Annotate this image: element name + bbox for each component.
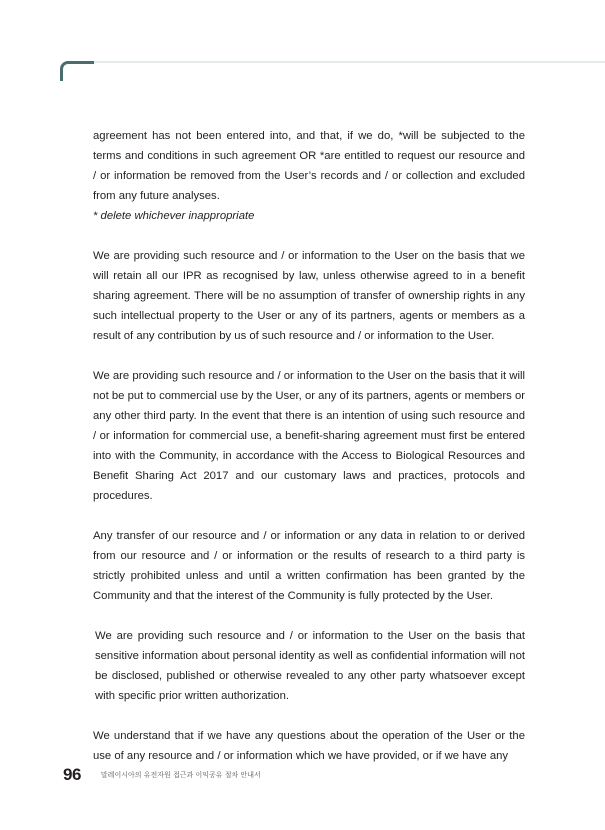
paragraph-third-party-transfer: Any transfer of our resource and / or information or any data in relation to or derived from our resource and / or information or the results of research to a third party is strictly prohibited unless and until a written confirmation has been granted by the Community and that the interest of the Community is fully protected by the User. (93, 530, 525, 602)
page-footer (63, 764, 261, 786)
delete-note: * delete whichever inappropriate (93, 210, 255, 222)
publication-title: 말레이시아의 유전자원 접근과 이익공유 절차 안내서 (100, 771, 261, 779)
document-body (93, 126, 525, 786)
page-number: 96 (63, 765, 81, 784)
paragraph-questions: We understand that if we have any questions about the operation of the User or the use of any resource and / or information which we have provided, or if we have any (93, 730, 525, 762)
header-rule (94, 61, 605, 63)
paragraph-confidentiality: We are providing such resource and / or information to the User on the basis that sensitive information about personal identity as well as confidential information will not be disclosed, published or otherwise revealed to any other party whatsoever except with specific prior written authorization. (95, 630, 525, 702)
paragraph-commercial-use: We are providing such resource and / or information to the User on the basis that it will not be put to commercial use by the User, or any of its partners, agents or members or any other third party. In the event that there is an intention of using such resource and / or information for commercial use, a benefit-sharing agreement must first be entered into with the Community, in accordance with the Access to Biological Resources and Benefit Sharing Act 2017 and our customary laws and practices, protocols and procedures. (93, 370, 525, 502)
paragraph-ipr: We are providing such resource and / or information to the User on the basis that we will retain all our IPR as recognised by law, unless otherwise agreed to in a benefit sharing agreement. There will be no assumption of transfer of ownership rights in any such intellectual property to the User or any of its partners, agents or members as a result of any contribution by us of such resource and / or information to the User. (93, 250, 525, 342)
paragraph-continued-agreement: agreement has not been entered into, and that, if we do, *will be subjected to the terms and conditions in such agreement OR *are entitled to request our resource and / or information be removed from the User’s records and / or collection and excluded from any future analyses. (93, 130, 525, 202)
corner-bracket-decoration (60, 61, 94, 81)
